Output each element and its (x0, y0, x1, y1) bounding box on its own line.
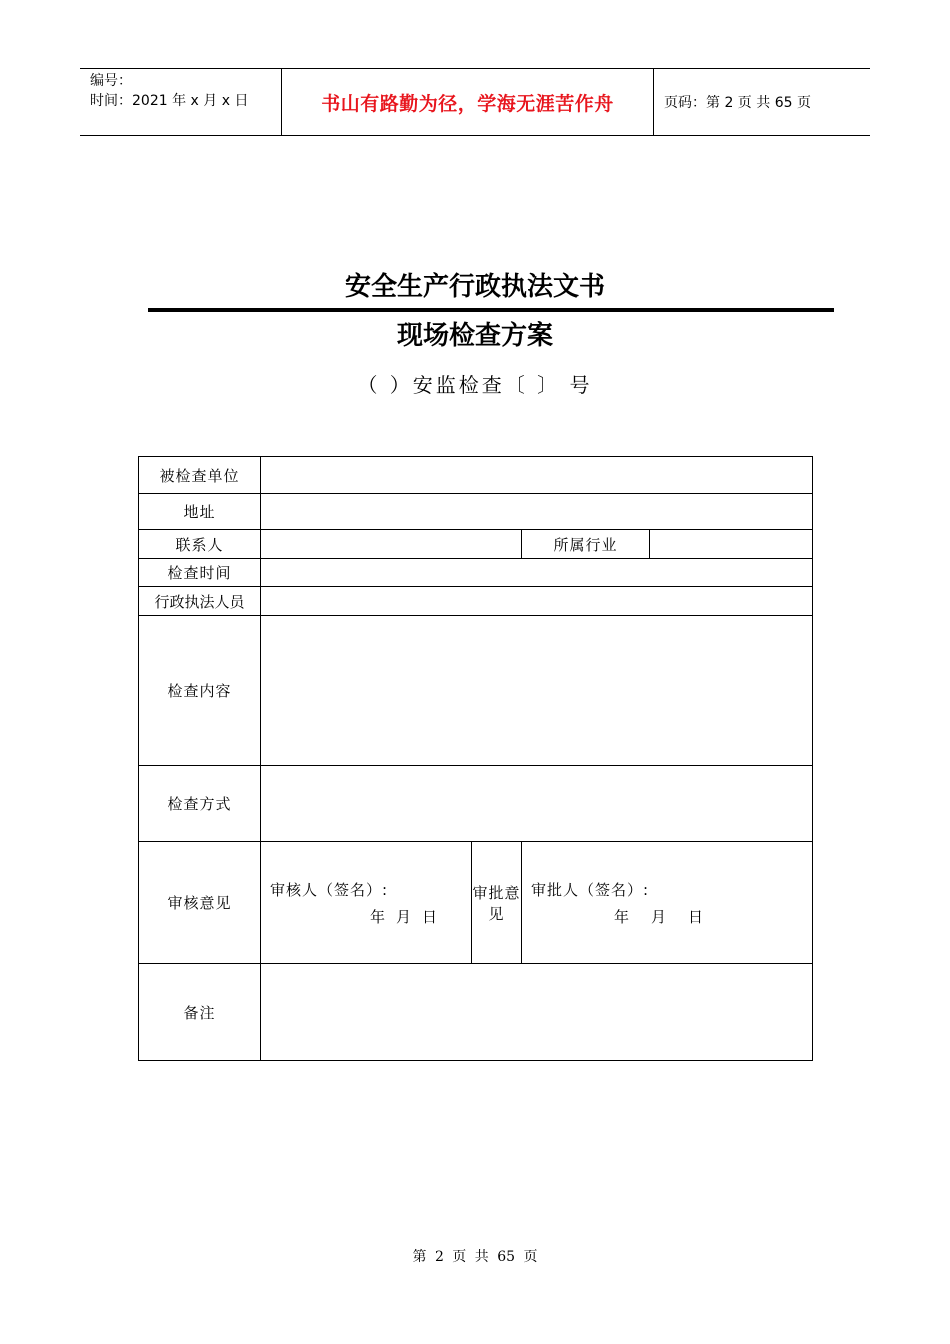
header-number-label: 编号： (90, 73, 132, 89)
field-reviewer-signature[interactable] (261, 842, 472, 964)
header-meta (80, 69, 282, 135)
document-number: （ ）安监检查〔 〕 号 (357, 373, 593, 397)
label-enforcement-staff: 行政执法人员 (139, 587, 261, 616)
field-inspection-method[interactable] (261, 766, 813, 842)
field-contact[interactable] (261, 530, 522, 559)
label-address: 地址 (139, 494, 261, 530)
header-motto: 书山有路勤为径，学海无涯苦作舟 (282, 69, 654, 135)
review-date-year: 年 (370, 907, 386, 926)
review-date (270, 906, 471, 927)
field-approver-signature[interactable] (522, 842, 813, 964)
field-inspection-content[interactable] (261, 616, 813, 766)
field-inspection-time[interactable] (261, 559, 813, 587)
row-inspected-unit (139, 457, 813, 494)
row-address (139, 494, 813, 530)
label-contact: 联系人 (139, 530, 261, 559)
approver-sign-label: 审批人（签名）: (531, 880, 650, 899)
header-time-label: 时间：2021 年 x 月 x 日 (90, 93, 249, 109)
row-review-approval (139, 842, 813, 964)
label-inspection-content: 检查内容 (139, 616, 261, 766)
row-enforcement-staff (139, 587, 813, 616)
label-review-opinion: 审核意见 (139, 842, 261, 964)
row-remarks (139, 964, 813, 1061)
review-date-day: 日 (422, 907, 438, 926)
approval-date-year: 年 (614, 907, 630, 926)
label-inspected-unit: 被检查单位 (139, 457, 261, 494)
field-address[interactable] (261, 494, 813, 530)
label-inspection-time: 检查时间 (139, 559, 261, 587)
title-divider (148, 308, 834, 312)
label-industry: 所属行业 (522, 530, 650, 559)
reviewer-sign-label: 审核人（签名）: (270, 880, 389, 899)
label-approval-opinion: 审批意见 (472, 842, 522, 964)
approval-date-month: 月 (651, 907, 667, 926)
review-date-month: 月 (396, 907, 412, 926)
document-subtitle: 现场检查方案 (396, 321, 553, 351)
row-inspection-time (139, 559, 813, 587)
header-page-info: 页码：第 2 页 共 65 页 (664, 95, 811, 111)
document-title: 安全生产行政执法文书 (344, 272, 605, 302)
row-inspection-content (139, 616, 813, 766)
page-footer: 第 2 页 共 65 页 (412, 1249, 538, 1265)
field-industry[interactable] (650, 530, 813, 559)
label-inspection-method: 检查方式 (139, 766, 261, 842)
row-contact (139, 530, 813, 559)
approval-date (531, 906, 812, 927)
inspection-plan-form (138, 456, 813, 1061)
label-remarks: 备注 (139, 964, 261, 1061)
approval-date-day: 日 (688, 907, 704, 926)
field-inspected-unit[interactable] (261, 457, 813, 494)
field-enforcement-staff[interactable] (261, 587, 813, 616)
page-header (80, 68, 870, 136)
row-inspection-method (139, 766, 813, 842)
field-remarks[interactable] (261, 964, 813, 1061)
